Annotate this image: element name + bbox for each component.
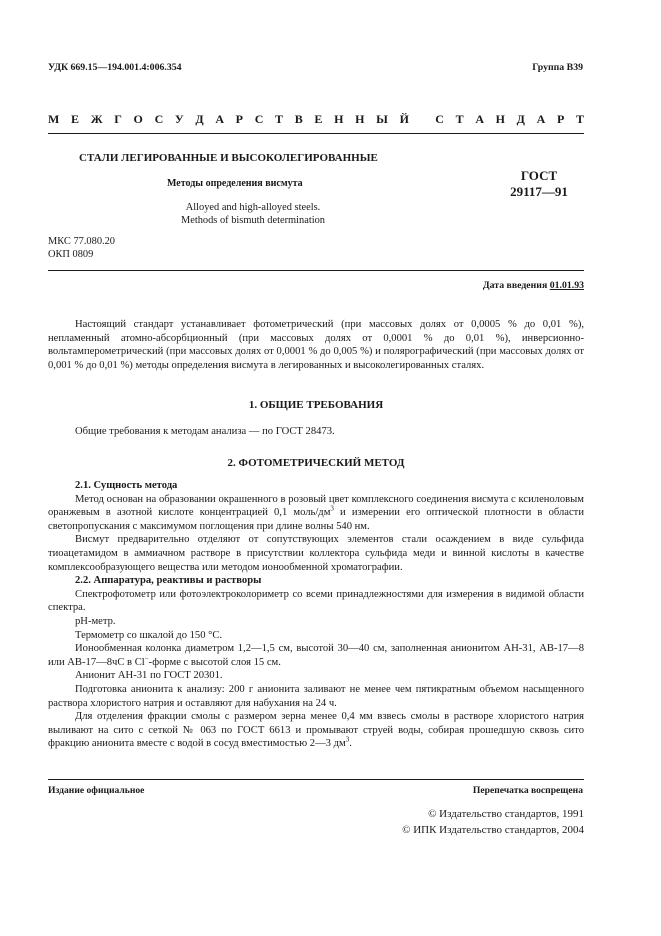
banner-letter: Н [355,112,365,126]
subsection-2-2-paragraph3: Термометр со шкалой до 150 °С. [75,629,223,641]
okp-code: ОКП 0809 [48,248,94,260]
banner-letter: Т [575,112,584,126]
subsection-2-1-paragraph2: Висмут предварительно отделяют от сопутствующих элементов стали осаждением в виде сульфида тиоацетамидом в аммиачном растворе в присутствии коллектора сульфида меди и винной кислоты в качестве комплексообразующего вещества или методом ионообменной хроматографии. [48,534,584,573]
banner-letter: Д [516,112,525,126]
section2-body [48,479,584,751]
superscript: − [144,654,149,663]
english-title [163,201,343,227]
mks-code: МКС 77.080.20 [48,236,116,247]
standard-title: СТАЛИ ЛЕГИРОВАННЫЕ И ВЫСОКОЛЕГИРОВАННЫЕ [79,152,378,164]
banner-letter: Р [556,112,565,126]
subsection-2-2-heading: 2.2. Аппаратура, реактивы и растворы [75,575,262,587]
gost-designation [494,168,584,200]
banner-rule [48,133,584,134]
banner-letter: М [48,112,60,126]
subsection-2-2-paragraph2: pH-метр. [75,615,116,627]
banner-letter: Т [275,112,284,126]
paragraph-text: и измерении его оптической плотности в области светопропускания с максимумом поглощения при длине волны 540 нм. [48,507,584,532]
banner-gap [421,113,424,127]
banner-letter: С [435,112,444,126]
copyright-line2: © ИПК Издательство стандартов, 2004 [402,824,584,836]
banner-letter: Н [334,112,344,126]
group-code: Группа В39 [532,62,583,73]
classification-codes [48,236,115,261]
paragraph-text: Ионообменная колонка диаметром 1,2—1,5 см, высотой 30—40 см, заполненная анионитом АН-31, АВ-17—8 или АВ-17—8чС в Cl [48,643,584,668]
banner-letter: С [254,112,264,126]
superscript: 3 [345,735,350,744]
banner-letter: У [174,112,184,126]
gost-label: ГОСТ [520,168,558,183]
gost-number: 29117—91 [510,184,568,199]
superscript: 3 [330,504,334,513]
english-title-line1: Alloyed and high-alloyed steels. [185,202,321,213]
official-edition-label: Издание официальное [48,785,145,796]
section2-heading: 2. ФОТОМЕТРИЧЕСКИЙ МЕТОД [227,457,405,469]
english-title-line2: Methods of bismuth determination [180,215,325,226]
section1-heading: 1. ОБЩИЕ ТРЕБОВАНИЯ [248,399,384,411]
paragraph-text: -форме с высотой слоя 15 см. [148,656,281,668]
copyright-block [360,806,584,838]
header-rule [48,270,584,271]
banner-letter: Д [195,112,204,126]
banner-letter: О [133,112,143,126]
subsection-2-2-paragraph1: Спектрофотометр или фотоэлектроколориметр со всеми принадлежностями для измерения в видимой области спектра. [48,588,584,614]
section1-block [48,425,584,439]
banner-letter: Ы [376,112,388,126]
section1-text: Общие требования к методам анализа — по ГОСТ 28473. [75,426,335,437]
udk-code: УДК 669.15—194.001.4:006.354 [48,62,182,73]
subsection-2-1-heading: 2.1. Сущность метода [75,480,178,491]
copyright-line1: © Издательство стандартов, 1991 [428,808,584,820]
subsection-2-2-paragraph7 [48,710,584,751]
banner-letter: Н [495,112,505,126]
banner-letter: Е [314,112,323,126]
banner-letter: Т [455,112,464,126]
interstate-standard-banner [48,113,584,127]
banner-letter: С [154,112,164,126]
banner-letter: В [294,112,303,126]
banner-letter: Ж [90,112,103,126]
banner-letter: Г [114,112,122,126]
subsection-2-2-paragraph4 [48,642,584,669]
intro-paragraph-block [48,318,584,372]
banner-letter: А [536,112,546,126]
banner-letter: А [475,112,484,126]
date-value: 01.01.93 [549,280,584,291]
subsection-2-1-paragraph1 [48,493,584,534]
footer-rule [48,779,584,780]
paragraph-text: Для отделения фракции смолы с размером зерна менее 0,4 мм взвесь смолы в растворе хлористого натрия выливают на сито с сеткой № 063 по ГОСТ 6613 и промывают струей воды, собирая прошедшую сквозь сито фракцию анионита вместе с водой в сосуд вместимостью 2—3 дм [48,711,584,750]
standard-subtitle: Методы определения висмута [167,178,303,189]
subsection-2-2-paragraph6: Подготовка анионита к анализу: 200 г анионита заливают не менее чем пятикратным объемом насыщенного раствора хлористого натрия и оставляют для набухания на 24 ч. [48,683,584,709]
banner-letter: Е [71,112,80,126]
introduction-date [483,279,584,293]
intro-paragraph: Настоящий стандарт устанавливает фотометрический (при массовых долях от 0,0005 % до 0,01 %), непламенный атомно-абсорбционный (при массовых долях от 0,0001 % до 0,01 %), инверсионно-вольтамперометрический (при массовых долях от 0,0001 % до 0,005 %) и полярографический (при массовых долях от 0,001 % до 0,01 %) методы определения висмута в легированных и высоколегированных сталях. [48,319,584,371]
paragraph-text: Метод основан на образовании окрашенного в розовый цвет комплексного соединения висмута с ксиленоловым оранжевым в азотной кислоте концентрацией 0,1 моль/дм [48,493,584,519]
paragraph-text: . [349,738,352,750]
banner-letter: А [215,112,224,126]
subsection-2-2-paragraph5: Анионит АН-31 по ГОСТ 20301. [75,670,223,682]
date-label: Дата введения [482,280,548,291]
reprint-notice: Перепечатка воспрещена [472,785,583,796]
banner-letter: Р [235,112,244,126]
banner-letter: Й [399,112,409,126]
